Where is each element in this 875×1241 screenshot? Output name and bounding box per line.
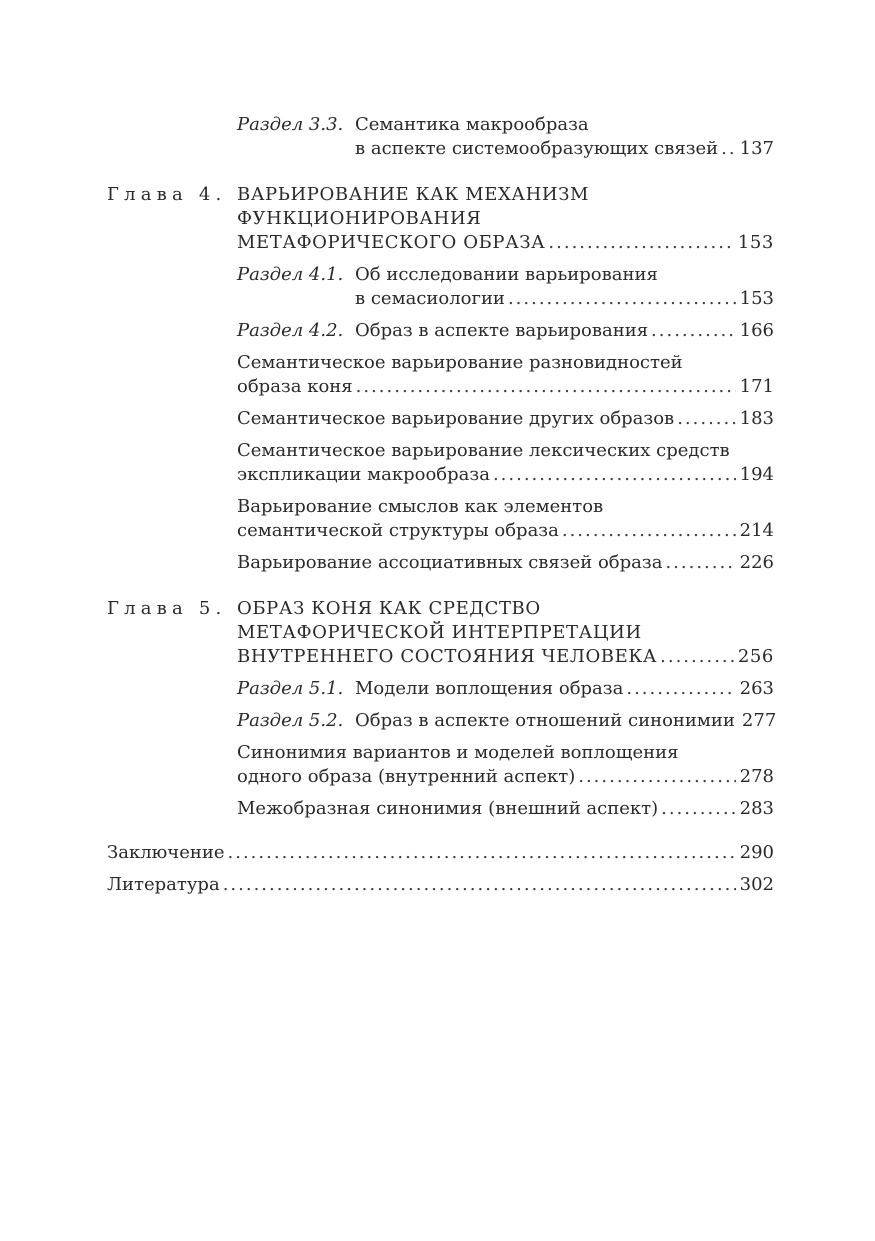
toc-entry-subsection[interactable]: [237, 797, 774, 821]
entry-title-line: Семантическое варьирование других образов: [237, 408, 675, 429]
entry-title-line: в семасиологии: [355, 288, 505, 309]
page-number: 277: [741, 710, 777, 731]
chapter-label: Глава 4.: [107, 184, 227, 205]
entry-title-line: Образ в аспекте варьирования: [355, 320, 649, 341]
leader-dots: [223, 873, 736, 897]
page-number: 153: [737, 232, 774, 253]
toc-entry-chapter-5[interactable]: [107, 597, 774, 669]
page-number: 137: [739, 138, 774, 159]
entry-title-line: семантической структуры образа: [237, 520, 559, 541]
entry-title-line: Об исследовании варьирования: [355, 264, 658, 285]
leader-dots: [578, 765, 735, 789]
entry-title-line: Синонимия вариантов и моделей воплощения: [237, 742, 679, 763]
entry-title-line: образа коня: [237, 376, 353, 397]
entry-title-line: в аспекте системообразующих связей: [355, 138, 719, 159]
toc-entry-section-4-1[interactable]: [237, 263, 774, 311]
entry-title-line: Модели воплощения образа: [355, 678, 624, 699]
leader-dots: [562, 519, 736, 543]
leader-dots: [626, 677, 735, 701]
entry-title-line: ФУНКЦИОНИРОВАНИЯ: [237, 208, 482, 229]
leader-dots: [651, 319, 736, 343]
entry-title-line: МЕТАФОРИЧЕСКОЙ ИНТЕРПРЕТАЦИИ: [237, 622, 642, 643]
entry-title-line: Межобразная синонимия (внешний аспект): [237, 798, 659, 819]
toc-entry-subsection[interactable]: [237, 551, 774, 575]
toc-entry-subsection[interactable]: [237, 741, 774, 789]
page-number: 278: [739, 766, 774, 787]
page-number: 171: [739, 376, 774, 397]
section-label: Раздел 4.2.: [237, 320, 344, 341]
section-label: Раздел 3.3.: [237, 114, 344, 135]
page-number: 183: [739, 408, 774, 429]
page-number: 194: [739, 464, 774, 485]
entry-title-line: МЕТАФОРИЧЕСКОГО ОБРАЗА: [237, 232, 546, 253]
table-of-contents: [107, 113, 777, 897]
section-label: Раздел 5.2.: [237, 710, 344, 731]
toc-entry-section-4-2[interactable]: [237, 319, 774, 343]
page-number: 226: [739, 552, 774, 573]
page-number: 302: [739, 874, 774, 895]
leader-dots: [665, 551, 735, 575]
section-label: Раздел 5.1.: [237, 678, 344, 699]
entry-title-line: Семантика макрообраза: [355, 114, 589, 135]
page-number: 290: [739, 842, 774, 863]
section-label: Раздел 4.1.: [237, 264, 344, 285]
toc-entry-chapter-4[interactable]: [107, 183, 774, 255]
leader-dots: [660, 645, 734, 669]
page-number: 166: [739, 320, 774, 341]
leader-dots: [677, 407, 735, 431]
toc-entry-subsection[interactable]: [237, 351, 774, 399]
toc-entry-section-5-2[interactable]: [237, 709, 777, 733]
entry-title: Литература: [107, 874, 220, 895]
entry-title-line: Варьирование ассоциативных связей образа: [237, 552, 663, 573]
entry-title-line: одного образа (внутренний аспект): [237, 766, 576, 787]
entry-title-line: Образ в аспекте отношений синонимии: [355, 710, 735, 731]
toc-entry-section-3-3[interactable]: [237, 113, 774, 161]
chapter-label: Глава 5.: [107, 598, 227, 619]
leader-dots: [356, 375, 736, 399]
entry-title-line: ОБРАЗ КОНЯ КАК СРЕДСТВО: [237, 598, 541, 619]
page-number: 283: [739, 798, 774, 819]
entry-title-line: Варьирование смыслов как элементов: [237, 496, 604, 517]
page-number: 263: [739, 678, 774, 699]
entry-title-line: экспликации макрообраза: [237, 464, 490, 485]
toc-entry-subsection[interactable]: [237, 495, 774, 543]
entry-title-line: Семантическое варьирование лексических средств: [237, 440, 730, 461]
toc-entry-section-5-1[interactable]: [237, 677, 774, 701]
entry-title: Заключение: [107, 842, 225, 863]
leader-dots: [548, 231, 733, 255]
toc-entry-subsection[interactable]: [237, 439, 774, 487]
leader-dots: [493, 463, 736, 487]
leader-dots: [661, 797, 736, 821]
leader-dots: [508, 287, 736, 311]
entry-title-line: ВАРЬИРОВАНИЕ КАК МЕХАНИЗМ: [237, 184, 590, 205]
leader-dots: [721, 137, 735, 161]
page-number: 256: [737, 646, 774, 667]
toc-entry-conclusion[interactable]: [107, 841, 774, 865]
leader-dots: [228, 841, 736, 865]
toc-entry-subsection[interactable]: [237, 407, 774, 431]
page-number: 153: [739, 288, 774, 309]
entry-title-line: ВНУТРЕННЕГО СОСТОЯНИЯ ЧЕЛОВЕКА: [237, 646, 658, 667]
page-number: 214: [739, 520, 774, 541]
entry-title-line: Семантическое варьирование разновидностей: [237, 352, 683, 373]
toc-entry-literature[interactable]: [107, 873, 774, 897]
